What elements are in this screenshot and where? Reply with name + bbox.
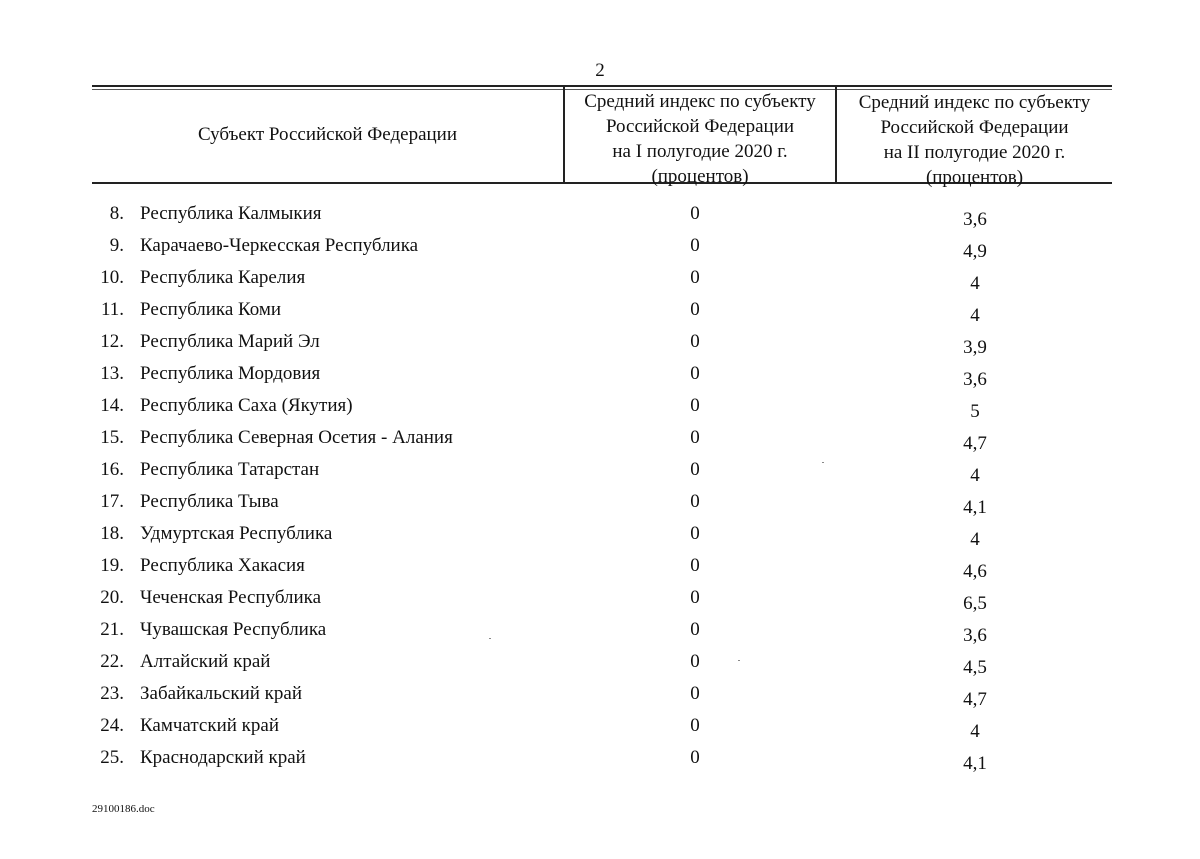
table-row — [0, 331, 1200, 363]
index-first-half: 0 — [690, 491, 700, 512]
table-row — [0, 587, 1200, 619]
index-first-half: 0 — [690, 363, 700, 384]
row-number: 16. — [100, 459, 124, 480]
header-first-half-line1: Средний индекс по субъекту — [584, 91, 816, 112]
index-second-half: 4,9 — [963, 241, 987, 262]
index-second-half: 4,7 — [963, 689, 987, 710]
index-first-half: 0 — [690, 459, 700, 480]
index-second-half: 4 — [970, 465, 980, 486]
index-second-half: 3,9 — [963, 337, 987, 358]
subject-name: Республика Саха (Якутия) — [140, 395, 353, 416]
index-first-half: 0 — [690, 235, 700, 256]
subject-name: Республика Северная Осетия - Алания — [140, 427, 453, 448]
subject-name: Республика Карелия — [140, 267, 306, 288]
subject-name: Забайкальский край — [140, 683, 302, 704]
subject-name: Республика Марий Эл — [140, 331, 320, 352]
index-first-half: 0 — [690, 395, 700, 416]
table-top-rule — [92, 85, 1112, 87]
row-number: 13. — [100, 363, 124, 384]
index-second-half: 4 — [970, 529, 980, 550]
row-number: 14. — [100, 395, 124, 416]
subject-name: Чеченская Республика — [140, 587, 322, 608]
row-number: 15. — [100, 427, 124, 448]
index-first-half: 0 — [690, 331, 700, 352]
header-second-half — [837, 90, 1112, 190]
header-second-half-line1: Средний индекс по субъекту — [858, 92, 1091, 113]
subject-name: Республика Мордовия — [140, 363, 321, 384]
subject-name: Камчатский край — [140, 715, 279, 736]
subject-name: Республика Тыва — [140, 491, 279, 512]
subject-name: Алтайский край — [140, 651, 271, 672]
row-number: 11. — [100, 299, 124, 320]
subject-name: Республика Татарстан — [140, 459, 320, 480]
table-row — [0, 427, 1200, 459]
table-row — [0, 299, 1200, 331]
header-first-half-line2: Российской Федерации — [605, 116, 795, 137]
index-first-half: 0 — [690, 203, 700, 224]
row-number: 22. — [100, 651, 124, 672]
row-number: 24. — [100, 715, 124, 736]
header-first-half-line4: (процентов) — [651, 166, 749, 187]
header-second-half-line2: Российской Федерации — [880, 117, 1069, 138]
header-second-half-line4: (процентов) — [925, 167, 1024, 188]
row-number: 20. — [100, 587, 124, 608]
header-second-half-line3: на II полугодие 2020 г. — [883, 142, 1066, 163]
scan-speck — [738, 660, 740, 661]
header-subject: Субъект Российской Федерации — [197, 124, 458, 145]
table-row — [0, 459, 1200, 491]
table-row — [0, 555, 1200, 587]
index-second-half: 6,5 — [963, 593, 987, 614]
page-number: 2 — [595, 60, 605, 81]
header-first-half — [565, 89, 835, 189]
index-first-half: 0 — [690, 523, 700, 544]
scan-speck — [822, 462, 824, 463]
index-second-half: 4 — [970, 273, 980, 294]
index-first-half: 0 — [690, 267, 700, 288]
subject-name: Краснодарский край — [140, 747, 306, 768]
row-number: 17. — [100, 491, 124, 512]
index-first-half: 0 — [690, 683, 700, 704]
index-first-half: 0 — [690, 427, 700, 448]
document-code: 29100186.doc — [92, 803, 155, 815]
table-row — [0, 363, 1200, 395]
index-first-half: 0 — [690, 587, 700, 608]
table-row — [0, 619, 1200, 651]
index-second-half: 3,6 — [963, 369, 987, 390]
subject-name: Республика Калмыкия — [140, 203, 322, 224]
index-second-half: 4,1 — [963, 753, 987, 774]
row-number: 18. — [100, 523, 124, 544]
index-second-half: 4,5 — [963, 657, 987, 678]
header-first-half-line3: на I полугодие 2020 г. — [612, 141, 788, 162]
index-second-half: 3,6 — [963, 625, 987, 646]
index-second-half: 4,1 — [963, 497, 987, 518]
scan-speck — [489, 638, 491, 639]
table-row — [0, 747, 1200, 779]
table-row — [0, 203, 1200, 235]
index-first-half: 0 — [690, 555, 700, 576]
index-first-half: 0 — [690, 299, 700, 320]
subject-name: Республика Хакасия — [140, 555, 305, 576]
subject-name: Республика Коми — [140, 299, 282, 320]
row-number: 9. — [109, 235, 124, 256]
table-row — [0, 523, 1200, 555]
row-number: 8. — [109, 203, 124, 224]
index-second-half: 4 — [970, 721, 980, 742]
row-number: 23. — [100, 683, 124, 704]
table-row — [0, 235, 1200, 267]
index-second-half: 5 — [970, 401, 980, 422]
subject-name: Карачаево-Черкесская Республика — [140, 235, 419, 256]
index-first-half: 0 — [690, 715, 700, 736]
index-second-half: 3,6 — [963, 209, 987, 230]
subject-name: Удмуртская Республика — [140, 523, 333, 544]
index-second-half: 4,6 — [963, 561, 987, 582]
row-number: 10. — [100, 267, 124, 288]
table-row — [0, 267, 1200, 299]
row-number: 12. — [100, 331, 124, 352]
table-row — [0, 715, 1200, 747]
index-first-half: 0 — [690, 619, 700, 640]
row-number: 21. — [100, 619, 124, 640]
subject-name: Чувашская Республика — [140, 619, 327, 640]
table-row — [0, 683, 1200, 715]
row-number: 25. — [100, 747, 124, 768]
table-row — [0, 395, 1200, 427]
table-row — [0, 491, 1200, 523]
row-number: 19. — [100, 555, 124, 576]
index-first-half: 0 — [690, 651, 700, 672]
table-row — [0, 651, 1200, 683]
index-second-half: 4 — [970, 305, 980, 326]
index-first-half: 0 — [690, 747, 700, 768]
index-second-half: 4,7 — [963, 433, 987, 454]
